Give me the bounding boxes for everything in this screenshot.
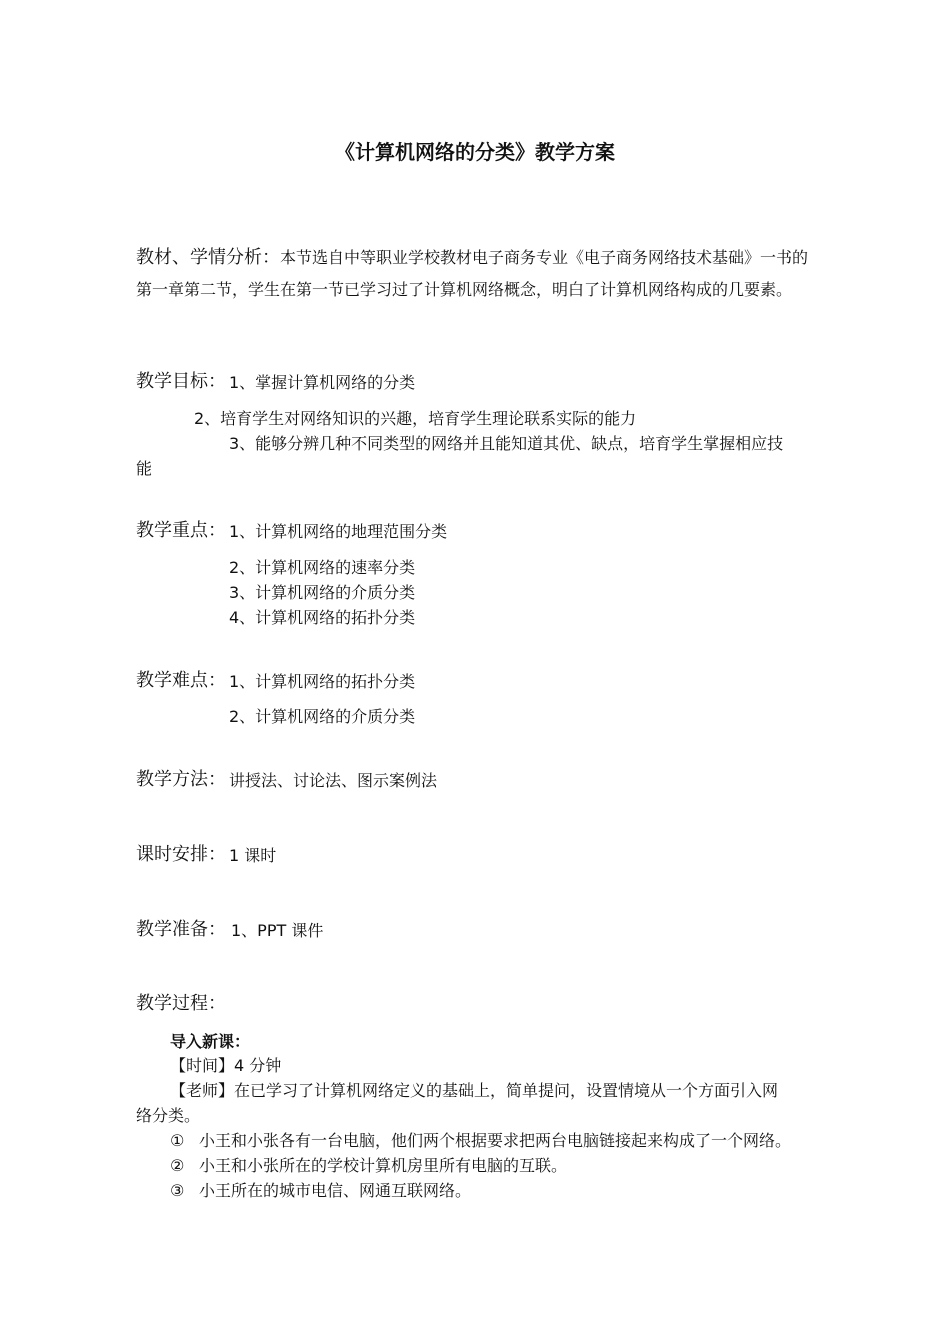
keypoint-item: 1、计算机网络的地理范围分类	[229, 522, 448, 541]
schedule-heading: 课时安排：	[136, 844, 226, 865]
difficulties-heading: 教学难点：	[136, 670, 226, 691]
preparation-heading: 教学准备：	[136, 919, 226, 940]
goal-item-3: 3、能够分辨几种不同类型的网络并且能知道其优、缺点，培育学生掌握相应技	[229, 434, 784, 453]
goal-item-1: 1、掌握计算机网络的分类	[229, 373, 416, 392]
keypoint-item: 2、计算机网络的速率分类	[229, 558, 416, 577]
analysis-text: 本节选自中等职业学校教材电子商务专业《电子商务网络技术基础》一书的第一章第二节，学生在第一节已学习过了计算机网络概念，明白了计算机网络构成的几要素。	[136, 248, 809, 299]
goal-item-3-cont: 能	[136, 459, 153, 478]
scenario-text: 小王和小张所在的学校计算机房里所有电脑的互联。	[199, 1156, 568, 1175]
teacher-line-cont: 络分类。	[136, 1106, 201, 1125]
process-heading: 教学过程：	[136, 993, 226, 1014]
methods-heading: 教学方法：	[136, 769, 226, 790]
difficulty-item: 1、计算机网络的拓扑分类	[229, 672, 416, 691]
scenario-text: 小王所在的城市电信、网通互联网络。	[199, 1181, 472, 1200]
intro-heading: 导入新课：	[170, 1032, 251, 1051]
goals-heading: 教学目标：	[136, 371, 226, 392]
analysis-section	[136, 242, 816, 306]
keypoints-heading: 教学重点：	[136, 520, 226, 541]
time-line: 【时间】4 分钟	[170, 1056, 282, 1075]
teacher-line: 【老师】在已学习了计算机网络定义的基础上，简单提问，设置情境从一个方面引入网	[170, 1081, 779, 1100]
methods-text: 讲授法、讨论法、图示案例法	[229, 771, 438, 790]
scenario-marker: ②	[170, 1156, 185, 1175]
keypoint-item: 3、计算机网络的介质分类	[229, 583, 416, 602]
analysis-heading: 教材、学情分析：	[136, 247, 280, 268]
page-title: 《计算机网络的分类》教学方案	[335, 140, 615, 164]
goal-item-2: 2、培育学生对网络知识的兴趣，培育学生理论联系实际的能力	[194, 409, 637, 428]
keypoint-item: 4、计算机网络的拓扑分类	[229, 608, 416, 627]
difficulty-item: 2、计算机网络的介质分类	[229, 707, 416, 726]
scenario-marker: ③	[170, 1181, 185, 1200]
schedule-text: 1 课时	[229, 846, 277, 865]
scenario-text: 小王和小张各有一台电脑，他们两个根据要求把两台电脑链接起来构成了一个网络。	[199, 1131, 792, 1150]
scenario-marker: ①	[170, 1131, 185, 1150]
preparation-text: 1、PPT 课件	[231, 921, 324, 940]
